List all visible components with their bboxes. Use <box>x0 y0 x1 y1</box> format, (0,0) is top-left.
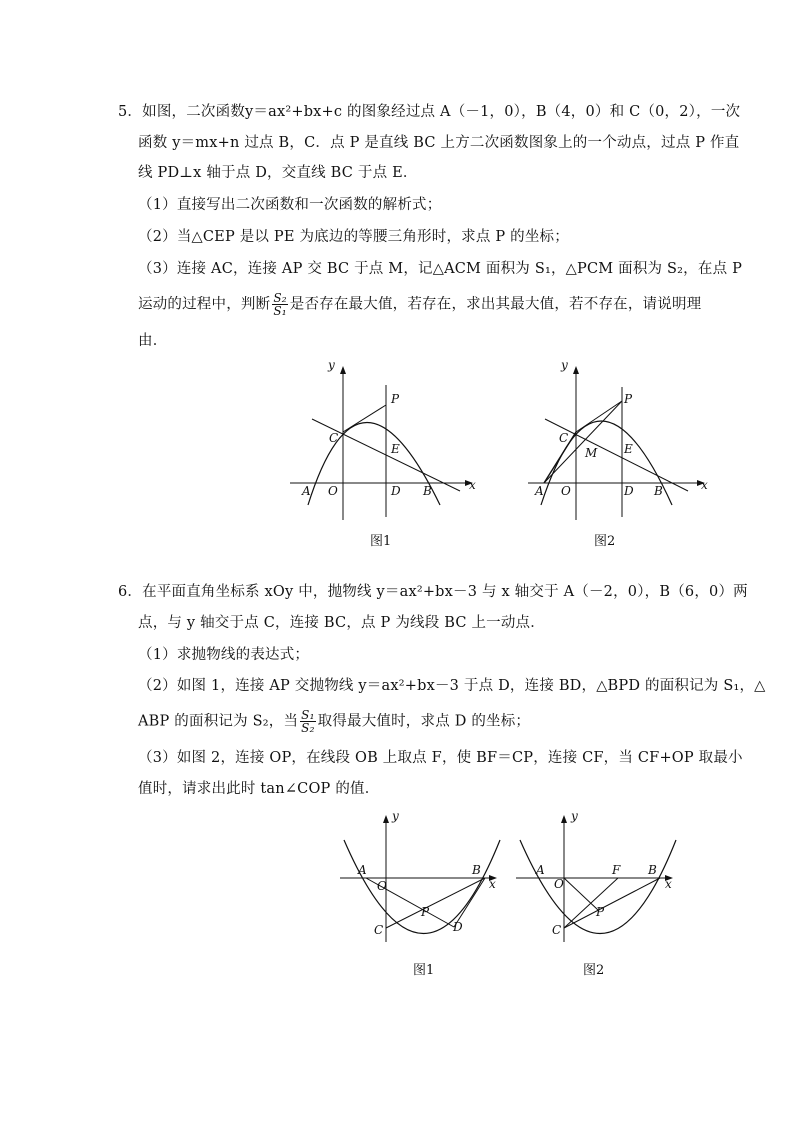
q6f2-label-A: A <box>536 863 545 877</box>
q5f1-label-D: D <box>391 484 401 498</box>
q6f1-label-A: A <box>358 863 367 877</box>
q5f1-label-C: C <box>329 431 339 445</box>
q5f1-label-E: E <box>391 442 400 456</box>
q5f2-label-E: E <box>624 442 633 456</box>
q5f1-label-y: y <box>328 358 335 372</box>
q6f2-label-F: F <box>612 863 621 877</box>
q5f1-label-x: x <box>469 478 476 492</box>
q6-part2b-pre: ABP 的面积记为 S₂，当 <box>138 713 299 730</box>
q6-part3: （3）如图 2，连接 OP，在线段 OB 上取点 F，使 BF＝CP，连接 CF，当 CF+OP 取最小 <box>138 750 743 766</box>
q6f1-label-O: O <box>377 879 387 893</box>
q5f1-label-P: P <box>391 392 400 406</box>
q5-line1: 5．如图，二次函数y＝ax²+bx+c 的图象经过点 A（－1，0），B（4，0）和 C（0，2），一次 <box>118 104 741 120</box>
q5-figure-2-svg <box>528 358 718 525</box>
q5-part3b-post: 是否存在最大值，若存在，求出其最大值，若不存在，请说明理 <box>289 296 702 313</box>
q6-fraction <box>300 709 315 734</box>
q6-figure-2-svg <box>516 809 681 947</box>
q5-part1: （1）直接写出二次函数和一次函数的解析式； <box>138 197 442 213</box>
q5-part3c: 由． <box>138 333 168 349</box>
q5f2-label-O: O <box>561 484 571 498</box>
q5-line3: 线 PD⊥x 轴于点 D，交直线 BC 于点 E． <box>138 165 418 181</box>
q6f2-label-P: P <box>596 905 605 919</box>
q6f2-label-O: O <box>554 877 564 891</box>
q5f2-label-A: A <box>535 484 544 498</box>
q5f1-label-A: A <box>302 484 311 498</box>
q6-figure-1 <box>340 809 505 947</box>
q6-fraction-numerator: S₁ <box>301 708 315 722</box>
q5-figure-1-svg <box>290 358 480 525</box>
q6-part2b <box>138 709 530 734</box>
q5-part2: （2）当△CEP 是以 PE 为底边的等腰三角形时，求点 P 的坐标； <box>138 229 569 245</box>
q6f1-label-B: B <box>472 863 481 877</box>
q6-part1: （1）求抛物线的表达式； <box>138 647 310 663</box>
q6f2-label-B: B <box>648 863 657 877</box>
q5-line2: 函数 y＝mx+n 过点 B，C．点 P 是直线 BC 上方二次函数图象上的一个动点，过点 P 作直 <box>138 135 740 151</box>
q5-part3b-pre: 运动的过程中，判断 <box>138 296 271 313</box>
q5-fraction-denominator: S₁ <box>273 304 287 318</box>
q5f1-label-O: O <box>328 484 338 498</box>
q5-fraction <box>272 292 287 317</box>
q5-figure-1 <box>290 358 480 525</box>
q6-line1: 6．在平面直角坐标系 xOy 中，抛物线 y＝ax²+bx－3 与 x 轴交于 A（－2，0），B（6，0）两 <box>118 584 748 600</box>
q6-fraction-denominator: S₂ <box>301 721 315 735</box>
q5f2-label-P: P <box>624 392 633 406</box>
q6-figure-2 <box>516 809 681 947</box>
q5-fig2-caption: 图2 <box>594 534 616 549</box>
q5f1-label-B: B <box>423 484 432 498</box>
q6f2-label-y: y <box>571 809 578 823</box>
q6-figure-1-svg <box>340 809 505 947</box>
q6f1-label-x: x <box>489 877 496 891</box>
q5-fraction-numerator: S₂ <box>273 291 287 305</box>
q6f2-label-C: C <box>552 923 562 937</box>
q5-fig1-caption: 图1 <box>370 534 392 549</box>
q5f2-label-M: M <box>585 446 598 460</box>
q6-fig2-caption: 图2 <box>583 963 605 978</box>
q6f1-label-P: P <box>421 905 430 919</box>
q5-part3: （3）连接 AC，连接 AP 交 BC 于点 M，记△ACM 面积为 S₁，△PCM 面积为 S₂，在点 P <box>138 261 743 277</box>
q5f2-label-C: C <box>559 431 569 445</box>
q5f2-label-D: D <box>624 484 634 498</box>
q6f2-label-x: x <box>665 877 672 891</box>
q5f2-label-x: x <box>701 478 708 492</box>
q5f2-label-y: y <box>561 358 568 372</box>
q5-part3b <box>138 292 701 317</box>
q6-fig1-caption: 图1 <box>413 963 435 978</box>
q5-figure-2 <box>528 358 718 525</box>
q6-part3b: 值时，请求出此时 tan∠COP 的值． <box>138 781 380 797</box>
q6-part2: （2）如图 1，连接 AP 交抛物线 y＝ax²+bx－3 于点 D，连接 BD，△BPD 的面积记为 S₁，△ <box>138 678 766 694</box>
q6f1-label-y: y <box>392 809 399 823</box>
q6-line2: 点，与 y 轴交于点 C，连接 BC，点 P 为线段 BC 上一动点． <box>138 615 545 631</box>
q6-part2b-post: 取得最大值时，求点 D 的坐标； <box>317 713 531 730</box>
q6f1-label-C: C <box>374 923 384 937</box>
q5f2-label-B: B <box>654 484 663 498</box>
q6f1-label-D: D <box>453 920 463 934</box>
